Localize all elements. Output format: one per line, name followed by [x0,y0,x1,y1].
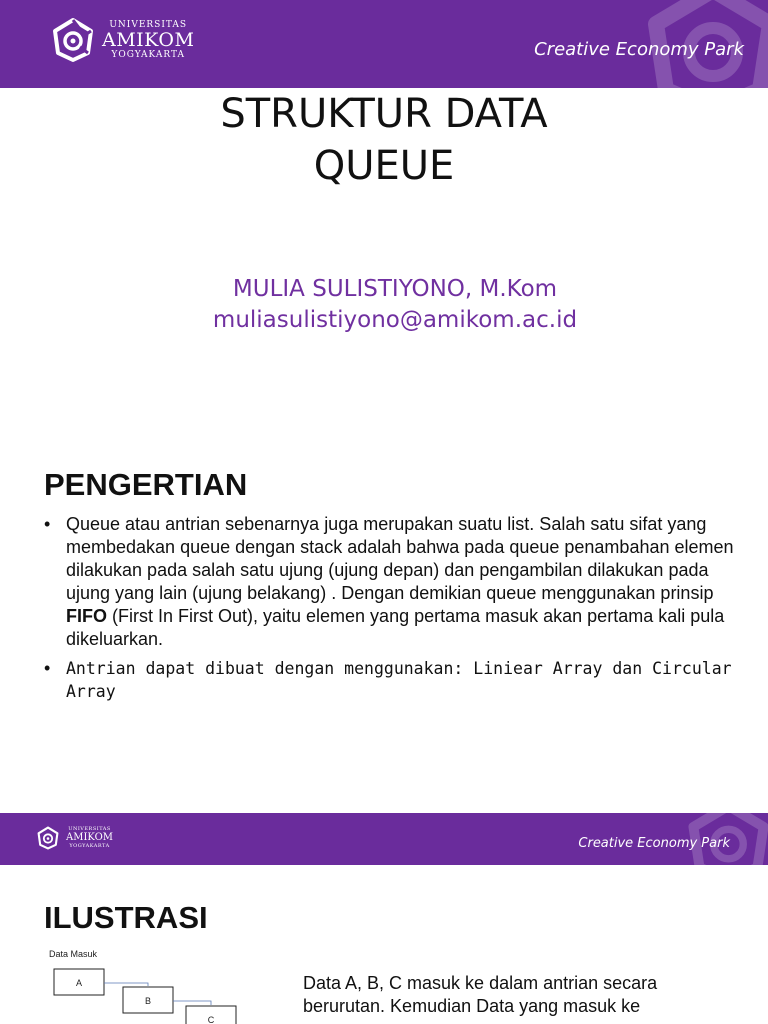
queue-box-c [186,1006,236,1024]
bullet-list [44,513,734,703]
logo-line-university: UNIVERSITAS [68,826,111,832]
university-logo [50,17,194,63]
amikom-logo-icon [36,826,60,850]
logo-line-yogyakarta: YOGYAKARTA [111,49,185,60]
logo-line-yogyakarta: YOGYAKARTA [69,843,110,849]
bullet-item-definition: • Queue atau antrian sebenarnya juga merupakan suatu list. Salah satu sifat yang membedakan queue dengan stack adalah bahwa pada queue penambahan elemen dilakukan pada salah satu ujung (ujung depan) dan pengambilan dilakukan pada ujung yang lain (ujung belakang) . Dengan demikian queue menggunakan prinsip FIFO (First In First Out), yaitu elemen yang pertama masuk akan pertama kali pula dikeluarkan. [44,513,734,651]
queue-arrow [173,1001,211,1005]
author-block [0,274,768,336]
section-heading-ilustrasi: ILUSTRASI [44,900,208,935]
queue-box-a [54,969,104,995]
amikom-logo-icon [50,17,96,63]
queue-box-b-label: B [144,996,152,1006]
fifo-term: FIFO [66,606,107,626]
section-heading-pengertian: PENGERTIAN [44,467,248,502]
queue-arrow [104,983,148,986]
slide-ilustrasi [0,813,768,1024]
ilustrasi-description: Data A, B, C masuk ke dalam antrian secara berurutan. Kemudian Data yang masuk ke [303,973,658,1016]
tagline: Creative Economy Park [534,39,744,60]
slide-header [0,0,768,88]
author-name: MULIA SULISTIYONO, M.Kom [232,276,558,302]
queue-diagram [44,945,244,1024]
queue-box-b [123,987,173,1013]
presentation-title [0,88,768,192]
queue-box-c-label: C [207,1015,215,1024]
queue-box-a-label: A [75,978,83,988]
tagline: Creative Economy Park [578,836,730,851]
bullet-item-array-types: • Antrian dapat dibuat dengan menggunakan: Liniear Array dan Circular Array [44,657,734,703]
slide-header [0,813,768,865]
logo-line-amikom: AMIKOM [66,832,114,843]
logo-line-university: UNIVERSITAS [109,19,188,30]
diagram-label: Data Masuk [49,949,98,959]
title-line-1: STRUKTUR DATA [220,91,548,137]
title-line-2: QUEUE [313,143,455,189]
author-email: muliasulistiyono@amikom.ac.id [212,307,578,333]
logo-line-amikom: AMIKOM [102,28,195,51]
university-logo [36,826,113,850]
